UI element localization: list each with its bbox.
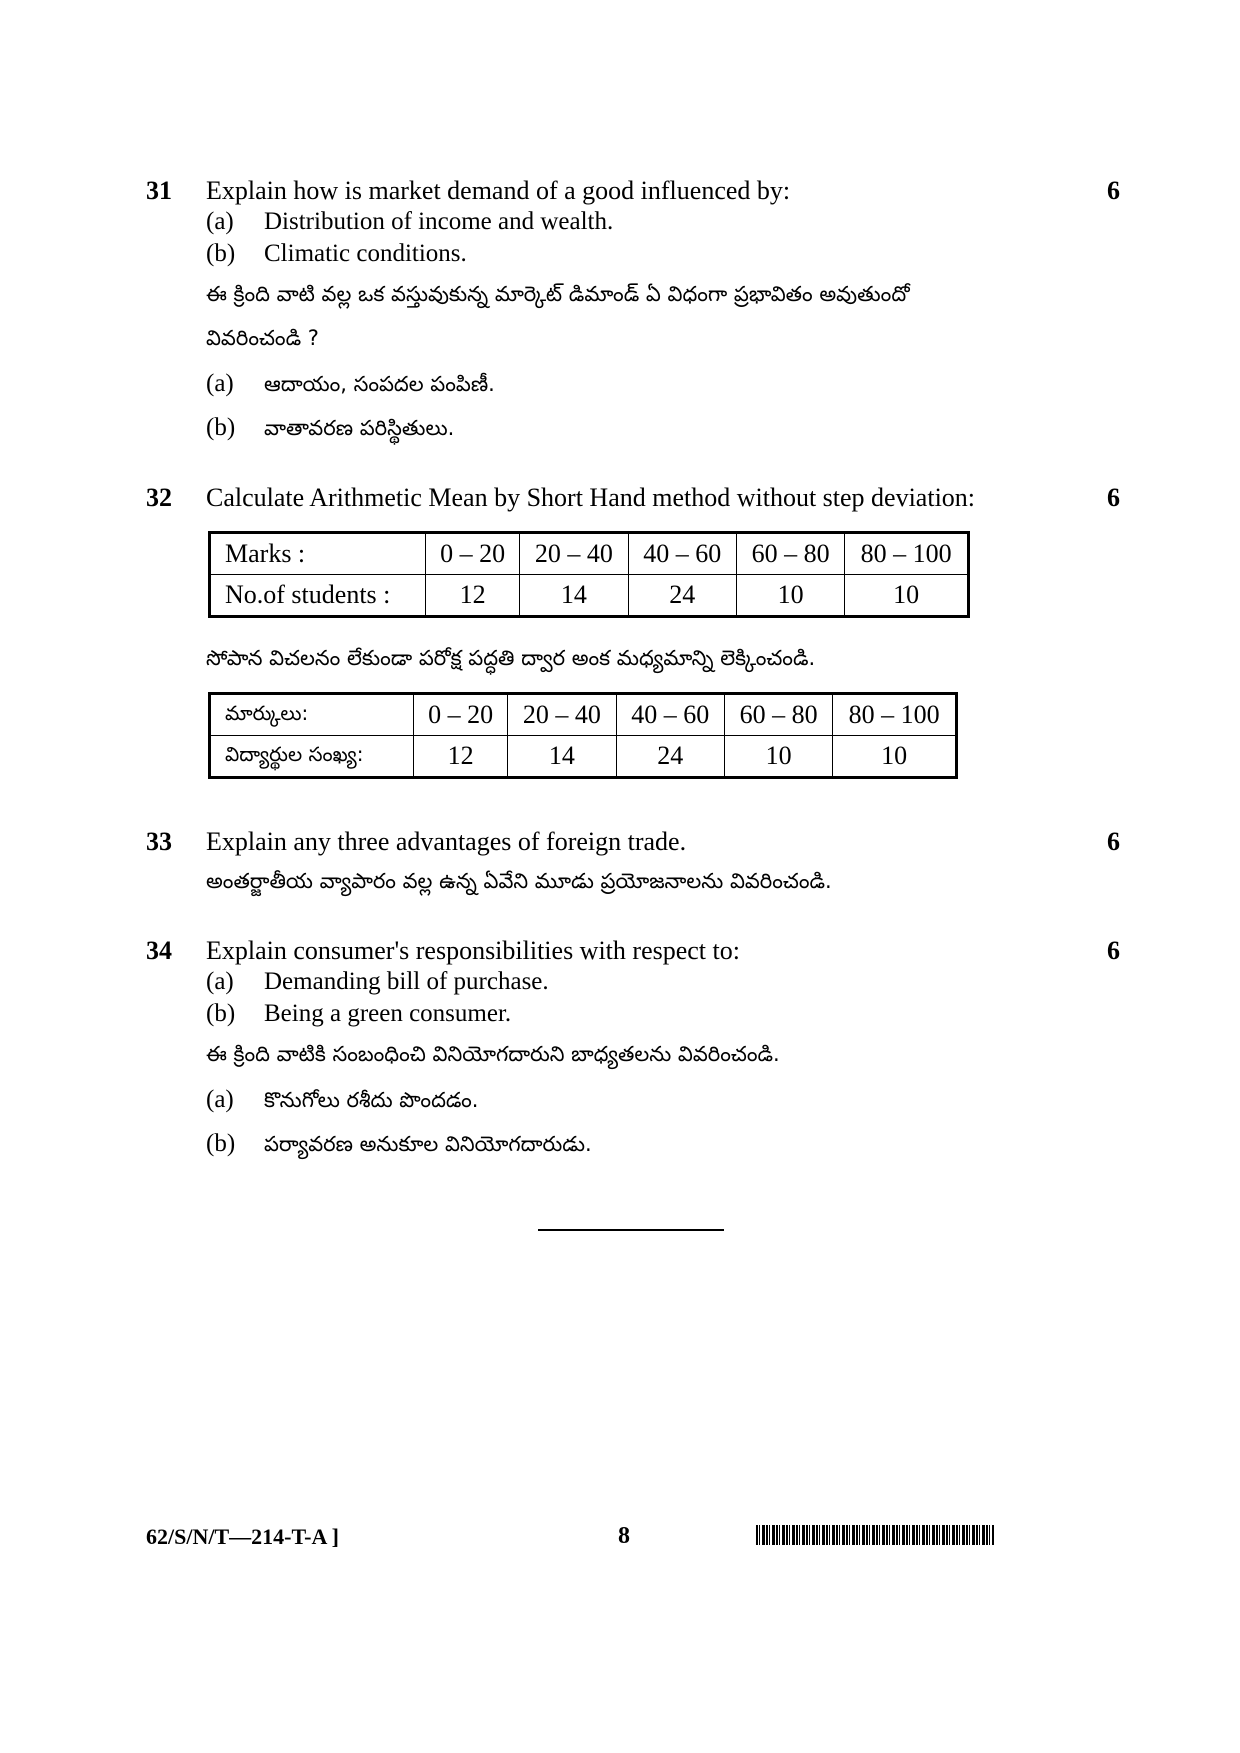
telugu-sub-item: (a) ఆదాయం, సంపదల పంపిణీ. [206,370,495,397]
telugu-sub-item: (b) వాతావరణ పరిస్థితులు. [206,414,455,441]
page-number: 8 [618,1523,630,1549]
table-cell: 10 [833,736,957,778]
table-row [210,575,969,617]
question-number: 32 [146,483,172,512]
table-cell: 0 – 20 [414,694,508,736]
telugu-question-text: ఈ క్రింది వాటి వల్ల ఒక వస్తువుకున్న మార్కెట్ డిమాండ్ ఏ విధంగా ప్రభావితం అవుతుందో [206,282,910,306]
question-marks: 6 [1107,936,1120,965]
sub-item: (b) Being a green consumer. [206,1000,512,1027]
question-marks: 6 [1107,483,1120,512]
telugu-question-text-cont: వివరించండి ? [206,326,319,350]
question-text: Explain how is market demand of a good influenced by: [206,176,791,205]
table-cell: 40 – 60 [616,694,724,736]
table-row [210,533,969,575]
question-number: 31 [146,176,172,205]
sub-item: (b) Climatic conditions. [206,240,467,267]
table-cell: 80 – 100 [833,694,957,736]
marks-table-telugu [208,692,958,779]
sub-item: (a) Distribution of income and wealth. [206,208,614,235]
table-cell: 10 [736,575,844,617]
table-row [210,736,957,778]
telugu-sub-item: (b) పర్యావరణ అనుకూల వినియోగదారుడు. [206,1130,592,1157]
table-cell: 12 [414,736,508,778]
question-number: 33 [146,827,172,856]
question-text: Explain consumer's responsibilities with respect to: [206,936,740,965]
table-cell: 12 [426,575,520,617]
telugu-question-text: అంతర్జాతీయ వ్యాపారం వల్ల ఉన్న ఏవేని మూడు ప్రయోజనాలను వివరించండి. [206,869,832,893]
table-cell: 40 – 60 [628,533,736,575]
table-cell: 24 [616,736,724,778]
telugu-sub-item: (a) కొనుగోలు రశీదు పొందడం. [206,1086,479,1113]
question-marks: 6 [1107,176,1120,205]
table-cell: 60 – 80 [736,533,844,575]
table-cell: 20 – 40 [508,694,616,736]
paper-code: 62/S/N/T—214-T-A ] [146,1524,339,1549]
table-cell: 80 – 100 [845,533,969,575]
table-cell: 14 [508,736,616,778]
question-number: 34 [146,936,172,965]
table-cell: 60 – 80 [724,694,832,736]
table-cell: 20 – 40 [520,533,628,575]
table-cell: 0 – 20 [426,533,520,575]
table-cell: 10 [724,736,832,778]
telugu-question-text: సోపాన విచలనం లేకుండా పరోక్ష పద్ధతి ద్వార అంక మధ్యమాన్ని లెక్కించండి. [206,646,816,670]
table-cell: 24 [628,575,736,617]
sub-item: (a) Demanding bill of purchase. [206,968,549,995]
question-marks: 6 [1107,827,1120,856]
table-header: విద్యార్థుల సంఖ్య: [210,736,414,778]
marks-table-english [208,531,970,618]
barcode-icon [756,1525,994,1545]
table-header: మార్కులు: [210,694,414,736]
table-cell: 10 [845,575,969,617]
question-text: Explain any three advantages of foreign trade. [206,827,687,856]
table-header: No.of students : [210,575,426,617]
telugu-question-text: ఈ క్రింది వాటికి సంబంధించి వినియోగదారుని బాధ్యతలను వివరించండి. [206,1042,780,1066]
table-row [210,694,957,736]
table-cell: 14 [520,575,628,617]
question-text: Calculate Arithmetic Mean by Short Hand method without step deviation: [206,483,976,512]
table-header: Marks : [210,533,426,575]
end-rule [538,1229,724,1231]
